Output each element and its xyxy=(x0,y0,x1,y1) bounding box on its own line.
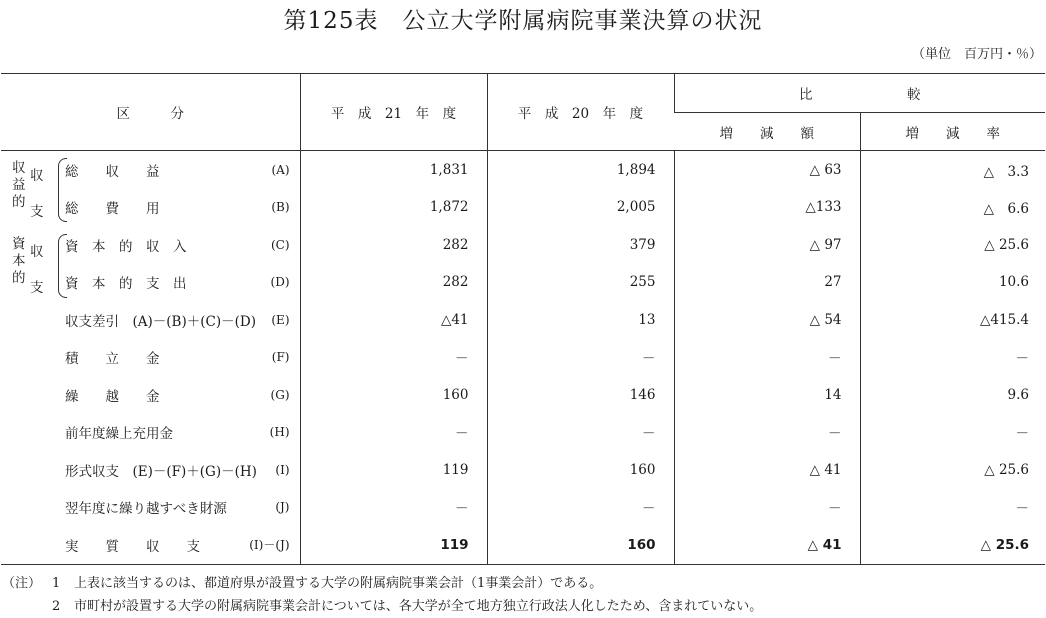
cell-diff: － xyxy=(674,339,860,377)
cell-fy20: 255 xyxy=(487,264,674,302)
row-label-cell xyxy=(1,264,300,302)
row-label-cell xyxy=(1,526,300,564)
cell-fy20: 160 xyxy=(487,451,674,489)
cell-diff: 27 xyxy=(674,264,860,302)
cell-diff: △ 41 xyxy=(674,451,860,489)
cell-fy20: 2,005 xyxy=(487,189,674,227)
capital-group-char: 収 xyxy=(30,244,44,260)
cell-rate: △ 25.6 xyxy=(860,526,1045,564)
cell-diff: － xyxy=(674,414,860,452)
row-label: 収支差引 (A)－(B)＋(C)－(D) xyxy=(65,313,256,330)
cell-rate: － xyxy=(1015,351,1029,368)
cell-diff: △ 63 xyxy=(674,151,860,189)
cell-fy21: 119 xyxy=(300,526,487,564)
cell-fy20: － xyxy=(487,489,674,527)
income-group-char: 収 xyxy=(12,160,26,176)
note-1-text: 上表に該当するのは、都道府県が設置する大学の附属病院事業会計（1事業会計）である。 xyxy=(74,576,603,591)
row-label: 形式収支 (E)－(F)＋(G)－(H) xyxy=(65,463,257,480)
row-code: (I)－(J) xyxy=(249,538,290,553)
row-code: (J) xyxy=(275,500,290,515)
row-label-cell xyxy=(1,151,300,189)
table-row xyxy=(1,339,1045,377)
row-code: (I) xyxy=(275,462,290,477)
capital-group-char: 的 xyxy=(12,270,26,286)
row-label-cell xyxy=(1,301,300,339)
cell-diff: △ 41 xyxy=(674,526,860,564)
cell-rate: 10.6 xyxy=(998,274,1029,291)
row-label: 繰 越 金 xyxy=(65,388,160,405)
table-row xyxy=(1,376,1045,414)
note-2-number: 2 xyxy=(52,599,61,614)
cell-fy21: 282 xyxy=(300,226,487,264)
cell-rate: △ 6.6 xyxy=(983,201,1029,218)
cell-fy21: 1,831 xyxy=(300,151,487,189)
capital-group-label-b xyxy=(30,244,44,316)
row-code: (E) xyxy=(271,312,290,327)
cell-rate: 9.6 xyxy=(1007,386,1029,403)
income-group-label-a xyxy=(12,160,26,211)
cell-fy20: 379 xyxy=(487,226,674,264)
table-row xyxy=(1,451,1045,489)
cell-fy21: 119 xyxy=(300,451,487,489)
notes-lead: （注） xyxy=(2,576,42,591)
income-group-char: 的 xyxy=(12,194,26,210)
header-fy20: 平 成 20 年 度 xyxy=(487,74,674,151)
header-rate: 増 減 率 xyxy=(860,113,1045,151)
row-label: 資 本 的 収 入 xyxy=(65,238,187,255)
capital-group-brace xyxy=(58,234,67,298)
table-row xyxy=(1,189,1045,227)
cell-fy21: △41 xyxy=(300,301,487,339)
income-group-label-b xyxy=(30,168,44,240)
cell-rate: － xyxy=(1015,501,1029,518)
table-row xyxy=(1,226,1045,264)
row-code: (G) xyxy=(270,387,290,402)
notes xyxy=(2,572,762,618)
income-group-brace xyxy=(58,158,67,222)
cell-fy20: 146 xyxy=(487,376,674,414)
cell-fy20: － xyxy=(487,414,674,452)
row-code: (F) xyxy=(271,350,290,365)
row-code: (B) xyxy=(271,200,290,215)
row-label: 総 費 用 xyxy=(65,201,160,218)
note-1-number: 1 xyxy=(52,576,61,591)
cell-diff: △ 54 xyxy=(674,301,860,339)
capital-group-char: 資 xyxy=(12,236,26,252)
capital-group-char: 本 xyxy=(12,253,26,269)
cell-diff: 14 xyxy=(674,376,860,414)
row-label: 翌年度に繰り越すべき財源 xyxy=(65,501,227,518)
row-label-cell xyxy=(1,226,300,264)
note-2-text: 市町村が設置する大学の附属病院事業会計については、各大学が全て地方独立行政法人化したため、含まれていない。 xyxy=(74,599,763,614)
row-code: (D) xyxy=(270,275,290,290)
cell-rate: － xyxy=(1015,426,1029,443)
cell-diff: △133 xyxy=(674,189,860,227)
row-label-cell xyxy=(1,376,300,414)
row-code: (H) xyxy=(269,425,290,440)
cell-rate: △ 3.3 xyxy=(983,163,1029,180)
row-label: 実 質 収 支 xyxy=(65,538,200,555)
settlement-table xyxy=(1,73,1045,565)
table-row xyxy=(1,151,1045,189)
row-label: 積 立 金 xyxy=(65,351,160,368)
unit-label: （単位 百万円・％） xyxy=(911,47,1042,62)
cell-fy21: － xyxy=(300,489,487,527)
cell-rate: △ 25.6 xyxy=(984,236,1029,253)
income-group-char: 支 xyxy=(30,204,44,220)
row-label-cell xyxy=(1,414,300,452)
capital-group-char: 支 xyxy=(30,280,44,296)
cell-fy20: － xyxy=(487,339,674,377)
table-row xyxy=(1,526,1045,564)
cell-fy21: － xyxy=(300,414,487,452)
cell-fy20: 1,894 xyxy=(487,151,674,189)
row-label-cell xyxy=(1,489,300,527)
header-diff: 増 減 額 xyxy=(674,113,860,151)
income-group-char: 益 xyxy=(12,177,26,193)
cell-fy21: 282 xyxy=(300,264,487,302)
income-group-char: 収 xyxy=(30,168,44,184)
header-category: 区 分 xyxy=(1,74,300,151)
header-fy21: 平 成 21 年 度 xyxy=(300,74,487,151)
cell-fy21: － xyxy=(300,339,487,377)
header-compare: 比 較 xyxy=(674,74,1045,113)
row-label-cell xyxy=(1,189,300,227)
row-label-cell xyxy=(1,339,300,377)
table-row xyxy=(1,489,1045,527)
table-row xyxy=(1,264,1045,302)
row-label: 資 本 的 支 出 xyxy=(65,276,187,293)
table-row xyxy=(1,301,1045,339)
row-label: 総 収 益 xyxy=(65,163,160,180)
row-code: (A) xyxy=(271,162,290,177)
cell-fy21: 1,872 xyxy=(300,189,487,227)
cell-diff: － xyxy=(674,489,860,527)
cell-fy20: 160 xyxy=(487,526,674,564)
page-title: 第125表 公立大学附属病院事業決算の状況 xyxy=(283,8,763,34)
row-label-cell xyxy=(1,451,300,489)
cell-diff: △ 97 xyxy=(674,226,860,264)
cell-fy21: 160 xyxy=(300,376,487,414)
cell-rate: △415.4 xyxy=(979,311,1029,328)
table-row xyxy=(1,414,1045,452)
row-label: 前年度繰上充用金 xyxy=(65,426,173,443)
cell-rate: △ 25.6 xyxy=(984,461,1029,478)
capital-group-label-a xyxy=(12,236,26,287)
row-code: (C) xyxy=(270,237,290,252)
cell-fy20: 13 xyxy=(487,301,674,339)
